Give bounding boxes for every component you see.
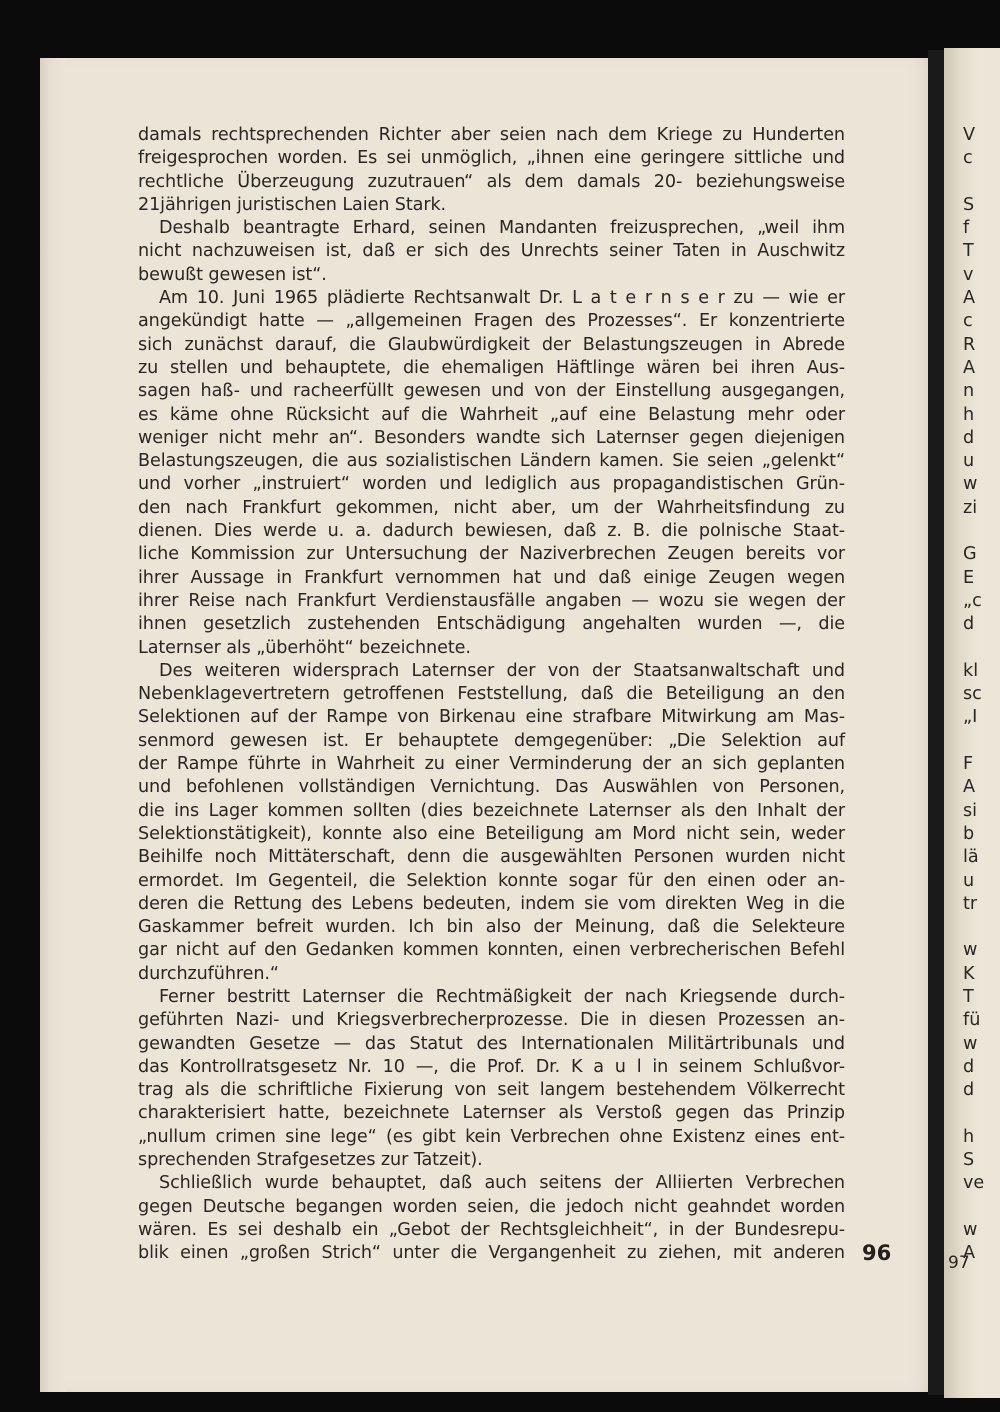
right-page-fragment: K bbox=[963, 963, 975, 984]
right-page-fragment: d bbox=[963, 1080, 975, 1101]
text-line: senmord gewesen ist. Er behauptete demgegenüber: „Die Selektion auf bbox=[138, 730, 845, 751]
text-line: die ins Lager kommen sollten (dies bezeichnete Laternser als den Inhalt der bbox=[138, 800, 845, 821]
right-page-fragment bbox=[963, 1102, 984, 1125]
right-page-fragment bbox=[963, 520, 984, 543]
right-page-fragment: f bbox=[963, 218, 970, 239]
right-page-fragment: v bbox=[963, 264, 974, 285]
text-line: weniger nicht mehr an“. Besonders wandte sich Laternser gegen diejenigen bbox=[138, 427, 845, 448]
right-page-fragment: h bbox=[963, 404, 975, 425]
right-page-fragment: w bbox=[963, 474, 978, 495]
text-line: zu stellen und behauptete, die ehemaligen Häftlinge wären bei ihren Aus- bbox=[138, 357, 845, 378]
right-page-fragment: kl bbox=[963, 660, 979, 681]
right-page-fragment: lä bbox=[963, 847, 979, 868]
text-line: rechtliche Überzeugung zuzutrauen“ als dem damals 20- beziehungsweise bbox=[138, 171, 845, 192]
text-line: wären. Es sei deshalb ein „Gebot der Rechtsgleichheit“, in der Bundesrepu- bbox=[138, 1219, 845, 1240]
text-line: Schließlich wurde behauptet, daß auch seitens der Alliierten Verbrechen bbox=[159, 1173, 845, 1194]
text-line: ihrer Reise nach Frankfurt Verdienstausfälle angaben — wozu sie wegen der bbox=[138, 590, 845, 611]
text-line: dienen. Dies werde u. a. dadurch bewiesen, daß z. B. die polnische Staat- bbox=[138, 521, 845, 542]
page-number-right: 97 bbox=[948, 1253, 970, 1273]
right-page-fragment: V bbox=[963, 125, 976, 145]
right-page-fragment: T bbox=[963, 986, 974, 1007]
text-line: blik einen „großen Strich“ unter die Vergangenheit zu ziehen, mit anderen bbox=[138, 1243, 845, 1264]
text-line: der Rampe führte in Wahrheit zu einer Verminderung der an sich geplanten bbox=[138, 754, 845, 775]
right-page-fragment: c bbox=[963, 311, 973, 332]
text-line: liche Kommission zur Untersuchung der Naziverbrechen Zeugen bereits vor bbox=[138, 544, 845, 565]
text-line: Beihilfe noch Mittäterschaft, denn die ausgewählten Personen wurden nicht bbox=[138, 847, 845, 868]
text-line: Belastungszeugen, die aus sozialistischen Ländern kamen. Sie seien „gelenkt“ bbox=[138, 451, 845, 472]
right-page-text-fragments bbox=[963, 124, 984, 1266]
right-page-fragment: zi bbox=[963, 497, 978, 518]
right-page-fragment: „c bbox=[963, 590, 982, 611]
text-line: sprechenden Strafgesetzes zur Tatzeit). bbox=[138, 1150, 483, 1171]
text-line: gewandten Gesetze — das Statut des Internationalen Militärtribunals und bbox=[138, 1033, 845, 1054]
text-line: trag als die schriftliche Fixierung von seit langem bestehendem Völkerrecht bbox=[138, 1080, 845, 1101]
right-page-fragment: d bbox=[963, 614, 975, 635]
right-page-fragment: A bbox=[963, 1243, 976, 1264]
text-line: geführten Nazi- und Kriegsverbrecherprozesse. Die in diesen Prozessen an- bbox=[138, 1010, 845, 1031]
text-line: es käme ohne Rücksicht auf die Wahrheit „auf eine Belastung mehr oder bbox=[138, 404, 845, 425]
right-page-fragment: w bbox=[963, 1219, 978, 1240]
text-line: durchzuführen.“ bbox=[138, 963, 279, 984]
text-line: das Kontrollratsgesetz Nr. 10 —, die Prof. Dr. K a u l in seinem Schlußvor- bbox=[138, 1056, 845, 1077]
page-edge-shading bbox=[40, 58, 66, 1392]
right-page-fragment: T bbox=[963, 241, 974, 262]
right-page-fragment bbox=[963, 637, 984, 660]
right-page-fragment: E bbox=[963, 567, 975, 588]
text-line: gar nicht auf den Gedanken kommen konnten, einen verbrecherischen Befehl bbox=[138, 940, 845, 961]
text-line: 21jährigen juristischen Laien Stark. bbox=[138, 194, 447, 215]
text-line: sich zunächst darauf, die Glaubwürdigkeit der Belastungszeugen in Abrede bbox=[138, 334, 845, 355]
right-page-fragment: fü bbox=[963, 1010, 981, 1031]
right-page-fragment bbox=[963, 730, 984, 753]
text-line: freigesprochen worden. Es sei unmöglich, „ihnen eine geringere sittliche und bbox=[138, 148, 845, 169]
body-text bbox=[138, 124, 845, 1266]
right-page-fragment: G bbox=[963, 544, 977, 565]
text-line: Deshalb beantragte Erhard, seinen Mandanten freizusprechen, „weil ihm bbox=[159, 218, 845, 239]
text-line: Nebenklagevertretern getroffenen Feststellung, daß die Beteiligung an den bbox=[138, 684, 845, 705]
right-page-fragment: R bbox=[963, 334, 976, 355]
text-line: und befohlenen vollständigen Vernichtung. Das Auswählen von Personen, bbox=[138, 777, 845, 798]
right-page-fragment: w bbox=[963, 1033, 978, 1054]
right-page-fragment: F bbox=[963, 754, 974, 775]
text-line: und vorher „instruiert“ worden und lediglich aus propagandistischen Grün- bbox=[138, 474, 845, 495]
text-line: ihrer Aussage in Frankfurt vernommen hat und daß einige Zeugen wegen bbox=[138, 567, 845, 588]
text-line: charakterisiert hatte, bezeichnete Laternser als Verstoß gegen das Prinzip bbox=[138, 1103, 845, 1124]
text-line: Selektionstätigkeit), konnte also eine Beteiligung am Mord nicht sein, weder bbox=[138, 823, 845, 844]
right-page-fragment: ve bbox=[963, 1173, 985, 1194]
right-page-fragment bbox=[963, 916, 984, 939]
right-page-fragment: u bbox=[963, 451, 975, 472]
right-page-fragment: S bbox=[963, 1150, 975, 1171]
text-line: nicht nachzuweisen ist, daß er sich des Unrechts seiner Taten in Auschwitz bbox=[138, 241, 845, 262]
text-line: gegen Deutsche begangen worden seien, die jedoch nicht geahndet worden bbox=[138, 1196, 845, 1217]
right-page-fragment: d bbox=[963, 427, 975, 448]
text-line: ihnen gesetzlich zustehenden Entschädigung angehalten wurden —, die bbox=[138, 614, 845, 635]
text-line: Am 10. Juni 1965 plädierte Rechtsanwalt Dr. L a t e r n s e r zu — wie er bbox=[159, 288, 845, 309]
text-line: deren die Rettung des Lebens bedeuten, indem sie vom direkten Weg in die bbox=[138, 893, 845, 914]
right-page-fragment: d bbox=[963, 1056, 975, 1077]
text-line: Des weiteren widersprach Laternser der von der Staatsanwaltschaft und bbox=[159, 660, 845, 681]
text-line: sagen haß- und racheerfüllt gewesen und von der Einstellung ausgegangen, bbox=[138, 381, 845, 402]
right-page-fragment: A bbox=[963, 777, 976, 798]
text-line: den nach Frankfurt gekommen, nicht aber, um der Wahrheitsfindung zu bbox=[138, 497, 845, 518]
text-line: Gaskammer befreit wurden. Ich bin also der Meinung, daß die Selekteure bbox=[138, 917, 845, 938]
right-page-fragment: h bbox=[963, 1126, 975, 1147]
right-page-fragment: w bbox=[963, 940, 978, 961]
right-page-fragment: si bbox=[963, 800, 978, 821]
right-page-fragment bbox=[963, 1196, 984, 1219]
text-line: damals rechtsprechenden Richter aber seien nach dem Kriege zu Hunderten bbox=[138, 125, 845, 145]
right-page-fragment: A bbox=[963, 288, 976, 309]
right-page-fragment: tr bbox=[963, 893, 978, 914]
right-page-fragment bbox=[963, 171, 984, 194]
text-line: angekündigt hatte — „allgemeinen Fragen des Prozesses“. Er konzentrierte bbox=[138, 311, 845, 332]
text-line: „nullum crimen sine lege“ (es gibt kein Verbrechen ohne Existenz eines ent- bbox=[138, 1126, 845, 1147]
text-line: Laternser als „überhöht“ bezeichnete. bbox=[138, 637, 471, 658]
text-line: bewußt gewesen ist“. bbox=[138, 264, 327, 285]
text-line: ermordet. Im Gegenteil, die Selektion konnte sogar für den einen oder an- bbox=[138, 870, 845, 891]
right-page-fragment: sc bbox=[963, 684, 982, 705]
page-number-left: 96 bbox=[862, 1241, 892, 1265]
right-page-fragment: u bbox=[963, 870, 975, 891]
right-page-fragment: n bbox=[963, 381, 975, 402]
right-page-fragment: S bbox=[963, 194, 975, 215]
text-line: Ferner bestritt Laternser die Rechtmäßigkeit der nach Kriegsende durch- bbox=[159, 986, 845, 1007]
right-page-fragment: „I bbox=[963, 707, 978, 728]
right-page-fragment: b bbox=[963, 823, 975, 844]
text-line: Selektionen auf der Rampe von Birkenau eine strafbare Mitwirkung am Mas- bbox=[138, 707, 845, 728]
right-page-fragment: c bbox=[963, 148, 973, 169]
right-page-fragment: A bbox=[963, 357, 976, 378]
